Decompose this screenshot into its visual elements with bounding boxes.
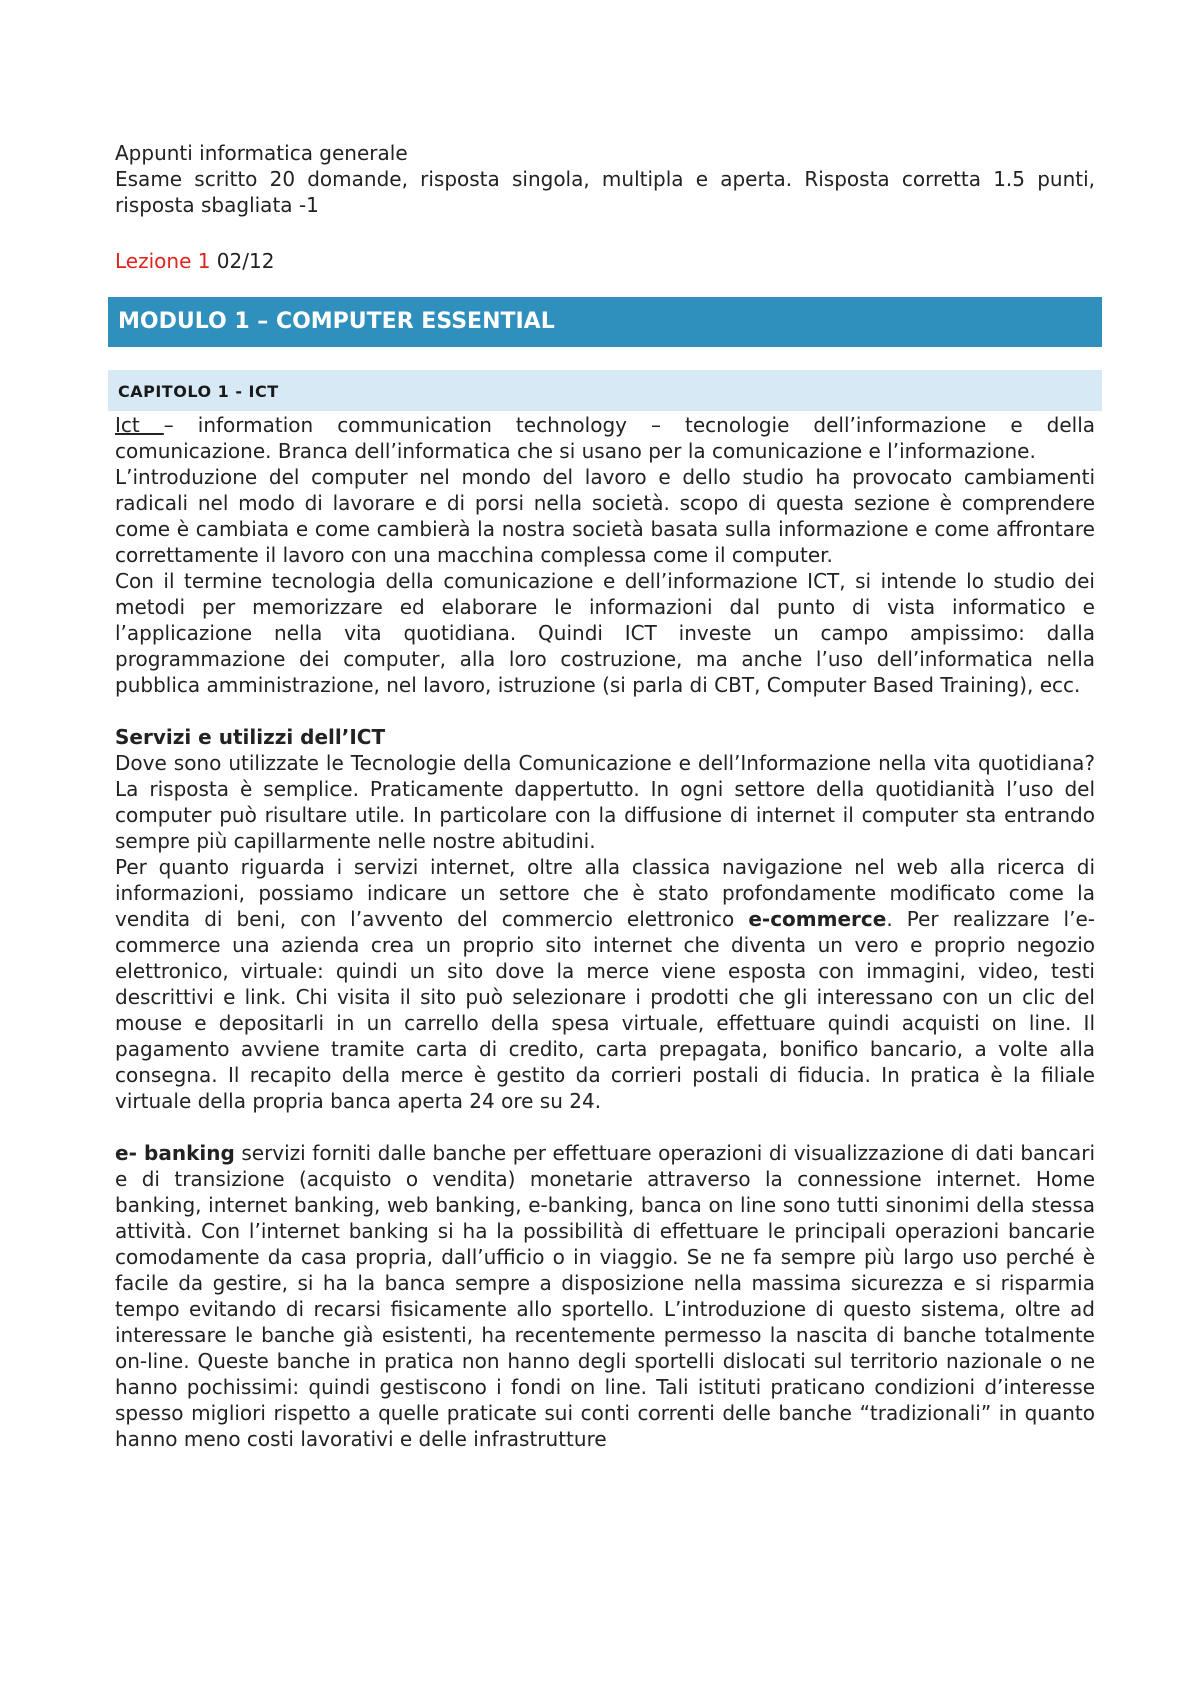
ecommerce-term: e-commerce <box>748 907 887 931</box>
lesson-label: Lezione 1 <box>115 249 211 273</box>
section-heading-servizi: Servizi e utilizzi dell’ICT <box>115 725 386 749</box>
ict-term: Ict <box>115 413 164 437</box>
spacer <box>115 218 1095 238</box>
servizi-paragraph-2-start: Per quanto riguarda i servizi internet, oltre alla classica navigazione nel web alla ricerca di informazioni, possiamo indicare un settore che è stato profondamente modificato come la vendita di beni, con l’avvento del commercio elettronico <box>115 855 1095 931</box>
ict-paragraph-3: Con il termine tecnologia della comunicazione e dell’informazione ICT, si intende lo studio dei metodi per memorizzare ed elaborare le informazioni dal punto di vista informatico e l’applicazione nella vita quotidiana. Quindi ICT investe un campo ampissimo: dalla programmazione dei computer, alla loro costruzione, ma anche l’uso dell’informatica nella pubblica amministrazione, nel lavoro, istruzione (si parla di CBT, Computer Based Training), ecc. <box>115 569 1095 697</box>
exam-info: Esame scritto 20 domande, risposta singola, multipla e aperta. Risposta corretta 1.5 punti, risposta sbagliata -1 <box>115 167 1095 217</box>
document-body <box>115 412 1095 1452</box>
ict-definition <box>115 412 1095 464</box>
spacer <box>115 698 1095 724</box>
ict-paragraph-2: L’introduzione del computer nel mondo del lavoro e dello studio ha provocato cambiamenti radicali nel modo di lavorare e di porsi nella società. scopo di questa sezione è comprendere come è cambiata e come cambierà la nostra società basata sulla informazione e come affrontare correttamente il lavoro con una macchina complessa come il computer. <box>115 465 1095 567</box>
servizi-paragraph-2-end: . Per realizzare l’e-commerce una azienda crea un proprio sito internet che diventa un vero e proprio negozio elettronico, virtuale: quindi un sito dove la merce viene esposta con immagini, video, testi descrittivi e link. Chi visita il sito può selezionare i prodotti che gli interessano con un clic del mouse e depositarli in un carrello della spesa virtuale, effettuare quindi acquisti on line. Il pagamento avviene tramite carta di credito, carta prepagata, bonifico bancario, a volte alla consegna. Il recapito della merce è gestito da corrieri postali di fiducia. In pratica è la filiale virtuale della propria banca aperta 24 ore su 24. <box>115 907 1095 1113</box>
ebanking-text: servizi forniti dalle banche per effettuare operazioni di visualizzazione di dati bancari e di transizione (acquisto o vendita) monetarie attraverso la connessione internet. Home banking, internet banking, web banking, e-banking, banca on line sono tutti sinonimi della stessa attività. Con l’internet banking si ha la possibilità di effettuare le principali operazioni bancarie comodamente da casa propria, dall’ufficio o in viaggio. Se ne fa sempre più largo uso perché è facile da gestire, si ha la banca sempre a disposizione nella massima sicurezza e si risparmia tempo evitando di recarsi fisicamente allo sportello. L’introduzione di questo sistema, oltre ad interessare le banche già esistenti, ha recentemente permesso la nascita di banche totalmente on-line. Queste banche in pratica non hanno degli sportelli dislocati sul territorio nazionale o ne hanno pochissimi: quindi gestiscono i fondi on line. Tali istituti praticano condizioni d’interesse spesso migliori rispetto a quelle praticate sui conti correnti delle banche “tradizionali” in quanto hanno meno costi lavorativi e delle infrastrutture <box>115 1141 1095 1451</box>
lesson-date: 02/12 <box>210 249 275 273</box>
chapter-heading: CAPITOLO 1 - ICT <box>108 370 1102 411</box>
notes-title: Appunti informatica generale <box>115 141 408 165</box>
servizi-paragraph-2 <box>115 854 1095 1114</box>
document-header <box>115 140 1095 274</box>
ebanking-term: e- banking <box>115 1141 235 1165</box>
ebanking-paragraph <box>115 1140 1095 1452</box>
spacer <box>115 1114 1095 1140</box>
servizi-paragraph-1: Dove sono utilizzate le Tecnologie della Comunicazione e dell’Informazione nella vita quotidiana? La risposta è semplice. Praticamente dappertutto. In ogni settore della quotidianità l’uso del computer può risultare utile. In particolare con la diffusione di internet il computer sta entrando sempre più capillarmente nelle nostre abitudini. <box>115 751 1095 853</box>
module-heading: MODULO 1 – COMPUTER ESSENTIAL <box>108 297 1102 347</box>
ict-definition-text: – information communication technology – tecnologie dell’informazione e della comunicazione. Branca dell’informatica che si usano per la comunicazione e l’informazione. <box>115 413 1096 463</box>
lesson-heading <box>115 248 1095 274</box>
